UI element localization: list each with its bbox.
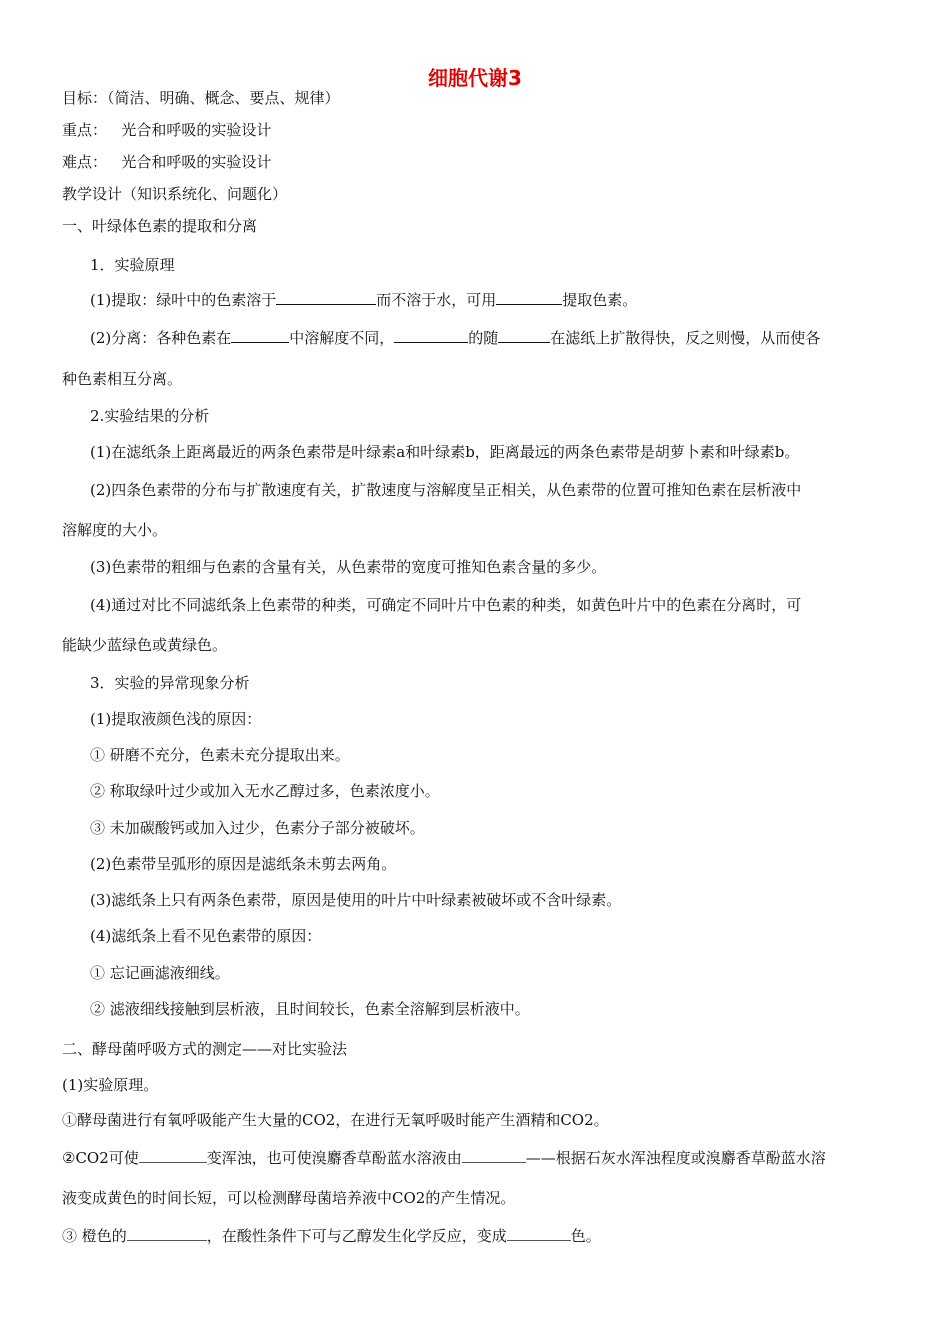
fill-blank: [498, 328, 550, 343]
yeast-line-2-cont: 液变成黄色的时间长短，可以检测酵母菌培养液中CO2的产生情况。: [62, 1189, 516, 1207]
fill-blank: [507, 1226, 571, 1241]
hard-label: 难点：: [62, 153, 108, 171]
anomaly-title: 3．实验的异常现象分析: [90, 674, 250, 692]
anomaly-subitem: ② 滤液细线接触到层析液，且时间较长，色素全溶解到层析液中。: [90, 1000, 530, 1018]
fill-blank: [127, 1226, 207, 1241]
yeast-text-c: ——根据石灰水浑浊程度或溴麝香草酚蓝水溶: [525, 1149, 826, 1167]
key-text: 光合和呼吸的实验设计: [121, 121, 272, 139]
separate-text-c: 的随: [468, 329, 499, 347]
extract-text-b: 而不溶于水，可用: [376, 291, 497, 309]
hard-text: 光合和呼吸的实验设计: [121, 153, 272, 171]
fill-blank: [394, 328, 468, 343]
result-item-2-cont: 溶解度的大小。: [62, 521, 168, 539]
anomaly-subitem: ① 忘记画滤液细线。: [90, 964, 230, 982]
anomaly-item: (1)提取液颜色浅的原因：: [90, 710, 262, 728]
anomaly-item: (3)滤纸条上只有两条色素带，原因是使用的叶片中叶绿素被破坏或不含叶绿素。: [90, 891, 622, 909]
section-2-heading: 二、酵母菌呼吸方式的测定——对比实验法: [62, 1040, 348, 1058]
result-item-2: (2)四条色素带的分布与扩散速度有关，扩散速度与溶解度呈正相关，从色素带的位置可推知色素在层析液中: [90, 481, 802, 499]
yeast-text-a: ②CO2可使: [62, 1149, 139, 1167]
yeast-text-b: 变浑浊，也可使溴麝香草酚蓝水溶液由: [206, 1149, 462, 1167]
result-item-3: (3)色素带的粗细与色素的含量有关，从色素带的宽度可推知色素含量的多少。: [90, 558, 607, 576]
yeast-text-e: ，在酸性条件下可与乙醇发生化学反应，变成: [206, 1227, 507, 1245]
fill-blank: [496, 290, 562, 305]
anomaly-subitem: ① 研磨不充分，色素未充分提取出来。: [90, 746, 350, 764]
page-title: 细胞代谢3: [428, 66, 522, 90]
fill-blank: [276, 290, 376, 305]
goal-line: 目标：（简洁、明确、概念、要点、规律）: [62, 89, 340, 107]
anomaly-subitem: ② 称取绿叶过少或加入无水乙醇过多，色素浓度小。: [90, 782, 440, 800]
yeast-line-2: [62, 1148, 826, 1167]
anomaly-subitem: ③ 未加碳酸钙或加入过少，色素分子部分被破坏。: [90, 819, 425, 837]
yeast-text-d: ③ 橙色的: [62, 1227, 127, 1245]
extract-line: [90, 290, 637, 309]
fill-blank: [139, 1148, 207, 1163]
anomaly-item: (4)滤纸条上看不见色素带的原因：: [90, 927, 322, 945]
results-title: 2.实验结果的分析: [90, 407, 210, 425]
extract-text-a: (1)提取：绿叶中的色素溶于: [90, 291, 277, 309]
key-line: [62, 121, 271, 139]
principle-title: 1．实验原理: [90, 256, 175, 274]
extract-text-c: 提取色素。: [562, 291, 638, 309]
separate-text-a: (2)分离：各种色素在: [90, 329, 232, 347]
yeast-text-f: 色。: [570, 1227, 601, 1245]
yeast-line-1: ①酵母菌进行有氧呼吸能产生大量的CO2，在进行无氧呼吸时能产生酒精和CO2。: [62, 1111, 609, 1129]
separate-text-d: 在滤纸上扩散得快，反之则慢，从而使各: [550, 329, 821, 347]
hard-line: [62, 153, 271, 171]
fill-blank: [462, 1148, 526, 1163]
section-1-heading: 一、叶绿体色素的提取和分离: [62, 217, 258, 235]
anomaly-item: (2)色素带呈弧形的原因是滤纸条未剪去两角。: [90, 855, 397, 873]
key-label: 重点：: [62, 121, 108, 139]
result-item-4-cont: 能缺少蓝绿色或黄绿色。: [62, 636, 228, 654]
separate-text-b: 中溶解度不同，: [289, 329, 395, 347]
design-line: 教学设计（知识系统化、问题化）: [62, 185, 288, 203]
yeast-principle: (1)实验原理。: [62, 1076, 159, 1094]
separate-line-cont: 种色素相互分离。: [62, 370, 183, 388]
result-item-1: (1)在滤纸条上距离最近的两条色素带是叶绿素a和叶绿素b，距离最远的两条色素带是胡萝卜素和叶绿素b。: [90, 443, 800, 461]
fill-blank: [231, 328, 289, 343]
result-item-4: (4)通过对比不同滤纸条上色素带的种类，可确定不同叶片中色素的种类，如黄色叶片中的色素在分离时，可: [90, 596, 802, 614]
yeast-line-3: [62, 1226, 601, 1245]
separate-line: [90, 328, 820, 347]
